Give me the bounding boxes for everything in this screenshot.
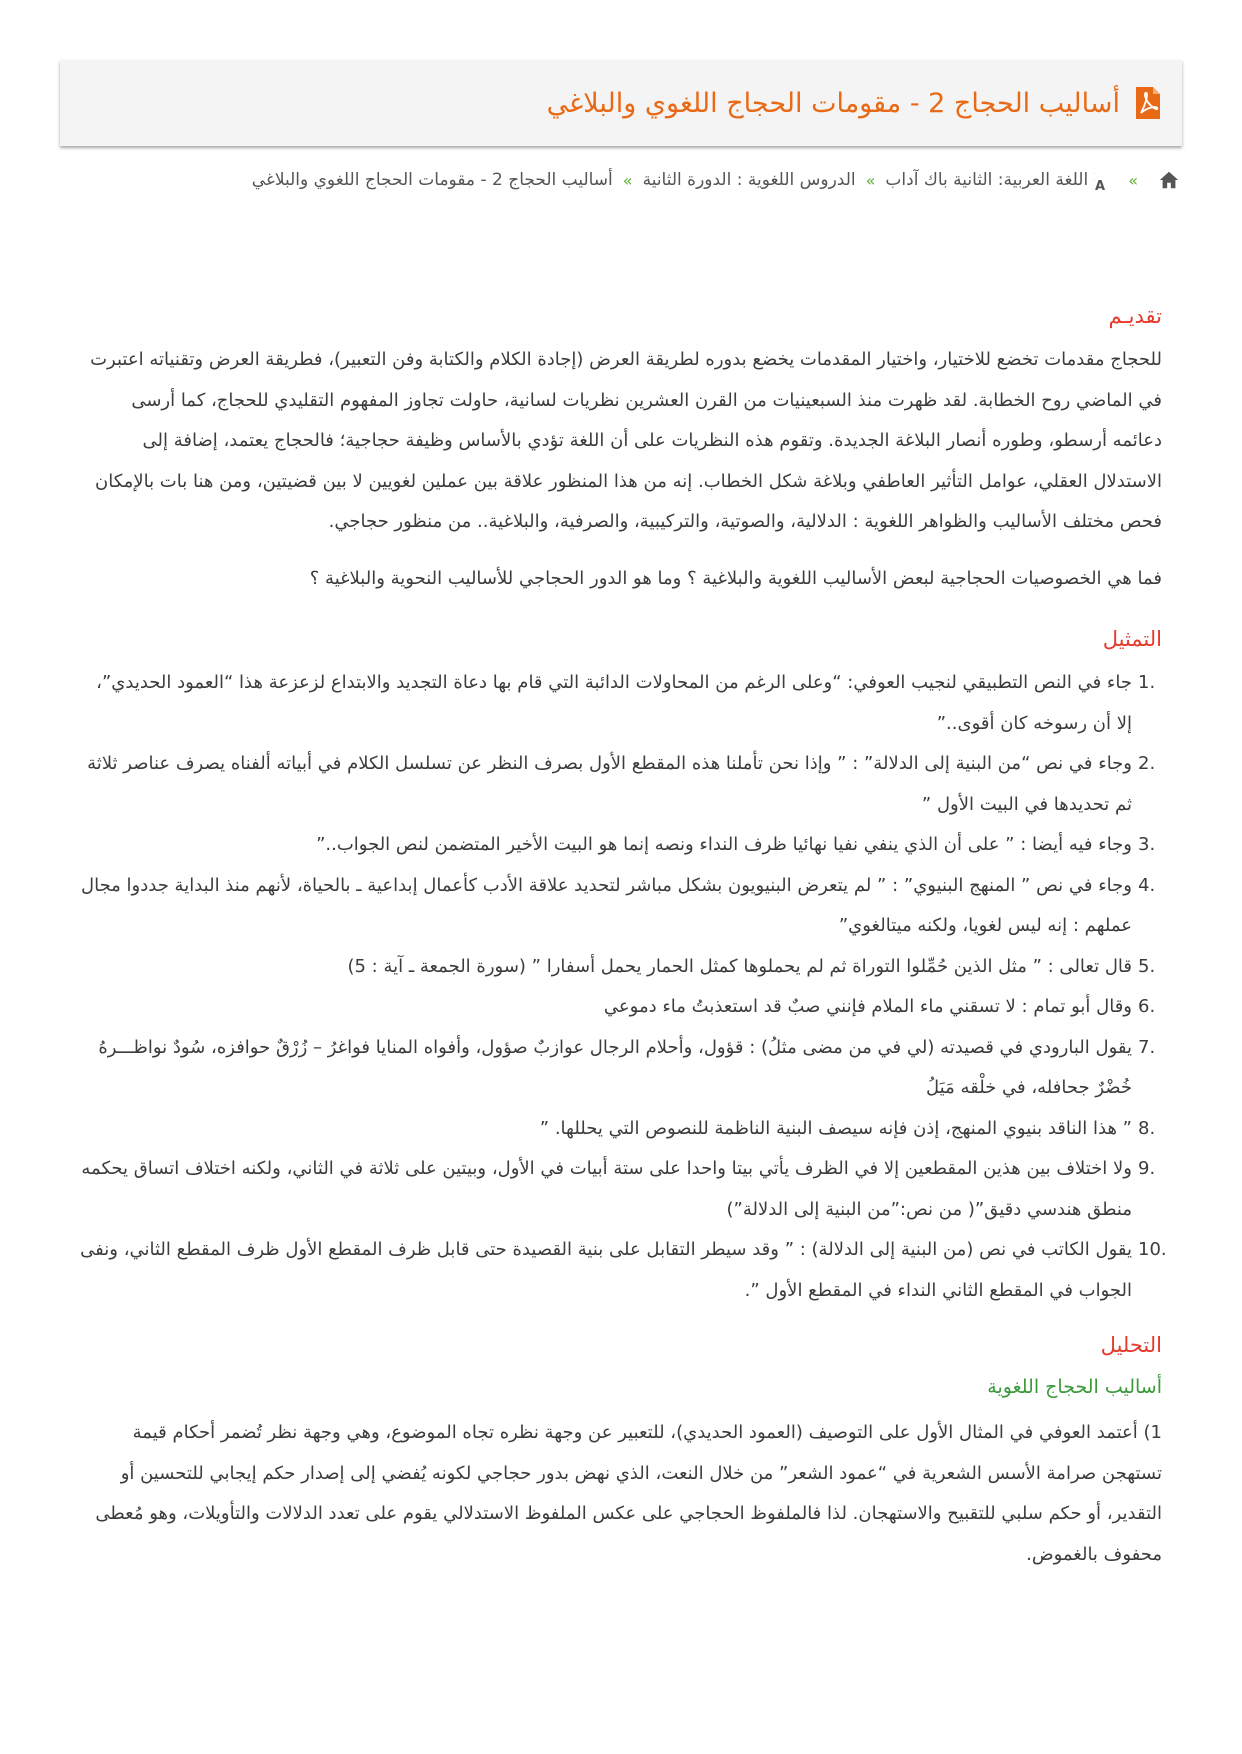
list-item-text: قال تعالى : ” مثل الذين حُمِّلوا التوراة ثم لم يحملوها كمثل الحمار يحمل أسفارا ” (سورة الجمعة ـ آية : 5) xyxy=(347,955,1132,977)
pdf-icon[interactable] xyxy=(1134,85,1162,121)
list-item-text: وجاء فيه أيضا : ” على أن الذي ينفي نفيا نهائيا ظرف النداء ونصه إنما هو البيت الأخير المتضمن لنص الجواب..” xyxy=(316,834,1132,855)
examples-list xyxy=(80,663,1167,1311)
list-item-number: 8. xyxy=(1138,1117,1156,1139)
list-item-text: ” هذا الناقد بنيوي المنهج، إذن فإنه سيصف البنية الناظمة للنصوص التي يحللها. ” xyxy=(539,1117,1132,1139)
page-title: أساليب الحجاج 2 - مقومات الحجاج اللغوي والبلاغي xyxy=(546,87,1120,119)
list-item-text: ولا اختلاف بين هذين المقطعين إلا في الظرف يأتي بيتا واحدا على ستة أبيات في الأول، وبيتين على ثلاثة في الثاني، ولكنه اختلاف اتساق يحكمه منطق هندسي دقيق”( من نص:”من البنية إلى الدلالة”) xyxy=(81,1158,1132,1220)
breadcrumb-separator: » xyxy=(1128,170,1138,190)
intro-question: فما هي الخصوصيات الحجاجية لبعض الأساليب اللغوية والبلاغية ؟ وما هو الدور الحجاجي للأساليب النحوية والبلاغية ؟ xyxy=(309,567,1162,589)
svg-text:A: A xyxy=(1095,179,1106,192)
list-item-number: 3. xyxy=(1138,834,1156,855)
list-item-text: وجاء في نص “من البنية إلى الدلالة” : ” وإذا نحن تأملنا هذه المقطع الأول بصرف النظر عن تسلسل الكلام في أبياته ألفناه يصرف عناصر ثلاثة ثم تحديدها في البيت الأول ” xyxy=(87,753,1132,815)
breadcrumb xyxy=(60,168,1180,192)
intro-heading: تقديـم xyxy=(1108,304,1162,328)
list-item-number: 10. xyxy=(1138,1239,1167,1260)
breadcrumb-separator: » xyxy=(622,170,633,190)
list-item-text: وجاء في نص ” المنهج البنيوي” : ” لم يتعرض البنيويون بشكل مباشر لتحديد علاقة الأدب كأعمال إبداعية ـ بالحياة، لأنهم منذ البداية جددوا مجال عملهم : إنه ليس لغويا، ولكنه ميتالغوي” xyxy=(81,874,1132,936)
list-item-text: جاء في النص التطبيقي لنجيب العوفي: “وعلى الرغم من المحاولات الدائبة التي قام بها دعاة التجديد والابتداع لزعزعة هذا “العمود الحديدي”، إلا أن رسوخه كان أقوى..” xyxy=(96,672,1132,734)
list-item xyxy=(80,825,1162,866)
list-item-number: 1. xyxy=(1138,672,1156,693)
list-item xyxy=(80,987,1162,1028)
home-icon[interactable] xyxy=(1158,169,1180,191)
analysis-heading: التحليل xyxy=(1100,1333,1162,1357)
list-item-number: 7. xyxy=(1138,1036,1156,1058)
analysis-paragraph: 1) أعتمد العوفي في المثال الأول على التوصيف (العمود الحديدي)، للتعبير عن وجهة نظره تجاه الموضوع، وهي وجهة نظر تُضمر أحكام قيمة تستهجن صرامة الأسس الشعرية في “عمود الشعر” من خلال النعت، الذي نهض بدور حجاجي لكونه يُفضي إلى إصدار حكم إيجابي للتحسين أو التقدير، أو حكم سلبي للتقبيح والاستهجان. لذا فالملفوظ الحجاجي على عكس الملفوظ الاستدلالي يقوم على تعدد الدلالات والتأويلات، وهو مُعطى محفوف بالغموض. xyxy=(95,1422,1162,1565)
list-item-number: 2. xyxy=(1138,753,1156,774)
analysis-subheading: أساليب الحجاج اللغوية xyxy=(987,1376,1162,1398)
list-item xyxy=(80,947,1162,988)
list-item xyxy=(80,1109,1162,1150)
list-item-text: يقول البارودي في قصيدته (لي في من مضى مثلُ) : قؤول، وأحلام الرجال عوازبٌ صؤول، وأفواه المنايا فواغرُ – زُرْقٌ حوافزه، سُودٌ نواظـــرهُ خُضْرٌ جحافله، في خلْقه مَيَلُ xyxy=(98,1036,1132,1098)
list-item-number: 5. xyxy=(1138,955,1156,977)
list-item xyxy=(80,1028,1162,1109)
article-body xyxy=(80,300,1167,1575)
examples-heading: التمثيل xyxy=(1102,627,1162,651)
list-item xyxy=(80,663,1162,744)
list-item xyxy=(80,1149,1162,1230)
list-item-number: 6. xyxy=(1138,996,1156,1017)
list-item-number: 9. xyxy=(1138,1158,1156,1179)
list-item-text: وقال أبو تمام : لا تسقني ماء الملام فإنني صبٌ قد استعذبتُ ماء دموعي xyxy=(603,996,1132,1017)
breadcrumb-item-current: أساليب الحجاج 2 - مقومات الحجاج اللغوي والبلاغي xyxy=(251,170,613,190)
breadcrumb-separator: » xyxy=(865,170,876,190)
breadcrumb-item-category[interactable]: الدروس اللغوية : الدورة الثانية xyxy=(642,170,856,190)
list-item xyxy=(80,744,1162,825)
list-item xyxy=(80,866,1162,947)
intro-paragraph: للحجاج مقدمات تخضع للاختيار، واختيار المقدمات يخضع بدوره لطريقة العرض (إجادة الكلام والكتابة وفن التعبير)، فطريقة العرض وتقنياته اعتبرت في الماضي روح الخطابة. لقد ظهرت منذ السبعينيات من القرن العشرين نظريات لسانية، حاولت تجاوز المفهوم التقليدي للحجاج، كما أرسى دعائمه أرسطو، وطوره أنصار البلاغة الجديدة. وتقوم هذه النظريات على أن اللغة تؤدي بالأساس وظيفة حجاجية؛ فالحجاج يعتمد، إضافة إلى الاستدلال العقلي، عوامل التأثير العاطفي وبلاغة شكل الخطاب. إنه من هذا المنظور علاقة بين عملين لغويين لا بين قضيتين، ومن هنا بات بالإمكان فحص مختلف الأساليب والظواهر اللغوية : الدلالية، والصوتية، والتركيبية، والصرفية، والبلاغية.. من منظور حجاجي. xyxy=(90,349,1162,532)
page-header xyxy=(60,60,1182,146)
breadcrumb-item-subject[interactable]: اللغة العربية: الثانية باك آداب xyxy=(885,170,1089,190)
list-item-number: 4. xyxy=(1138,874,1156,896)
list-item-text: يقول الكاتب في نص (من البنية إلى الدلالة) : ” وقد سيطر التقابل على بنية القصيدة حتى قابل ظرف المقطع الأول ظرف المقطع الثاني، ونفى الجواب في المقطع الثاني النداء في المقطع الأول ”. xyxy=(80,1239,1132,1301)
list-item xyxy=(80,1230,1167,1311)
translate-icon xyxy=(1094,168,1118,192)
